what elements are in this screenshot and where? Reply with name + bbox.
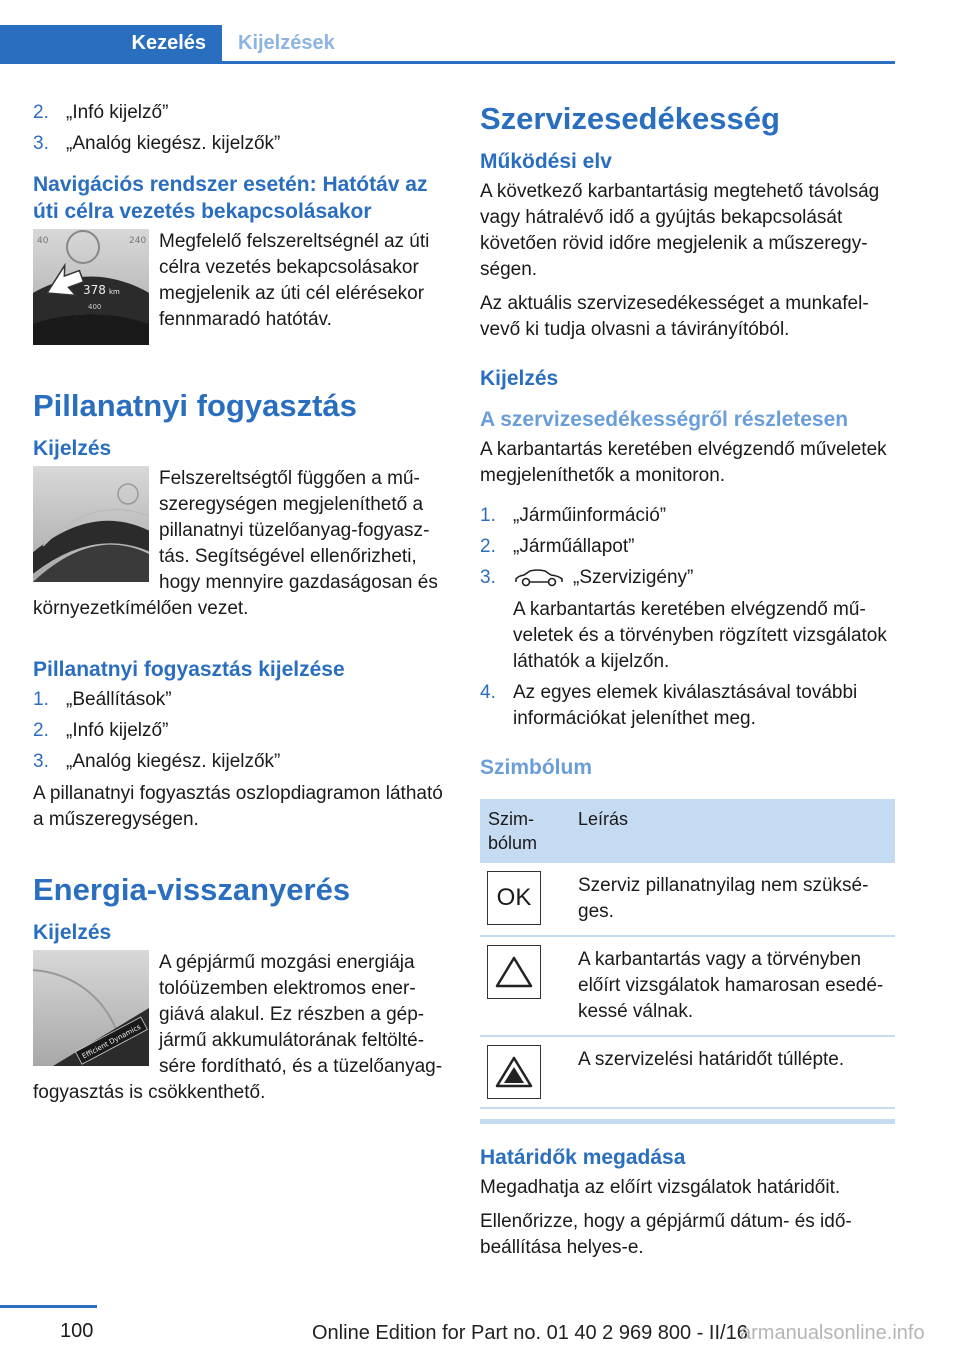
list-number: 2. <box>480 536 496 557</box>
ev-block <box>33 950 445 1114</box>
list-number: 3. <box>33 133 49 154</box>
table-row <box>480 1036 895 1108</box>
right-column <box>480 100 895 1269</box>
nav-text: Megfelelő felszereltségnél az úti célra vezetés bekapcsolásakor megjelenik az úti cél elérésekor fennmaradó hatótáv. <box>159 231 430 330</box>
pf-kijelzes-heading: Kijelzés <box>33 437 112 460</box>
pfk-text: A pillanatnyi fogyasztás oszlopdiagramon látható a műszeregységen. <box>33 783 443 830</box>
list-subtext: A karbantartás keretében elvégzendő műveletek és a törvényben rögzített vizsgálatok láthatók a kijelzőn. <box>513 599 887 672</box>
list-text: „Szervizigény” <box>573 567 694 588</box>
range-value: 378 <box>83 283 106 297</box>
list-text: Az egyes elemek kiválasztásával további információkat jeleníthet meg. <box>513 682 858 729</box>
mukodesi-p1: A következő karbantartásig megtehető távolság vagy hátralévő idő a gyújtás bekapcsolását követően rövid időre megjelenik a műszeregységen. <box>480 181 880 280</box>
tab-kezeles[interactable]: Kezelés <box>0 25 222 61</box>
list-item <box>33 687 445 713</box>
list-item <box>33 100 445 126</box>
triangle-filled-icon <box>487 1045 541 1099</box>
list-text: „Beállítások” <box>66 689 172 710</box>
ok-label: OK <box>496 884 532 911</box>
range-display-image <box>33 229 149 345</box>
hataridok-p1: Megadhatja az előírt vizsgálatok határidőit. <box>480 1177 841 1198</box>
hataridok-p2: Ellenőrizze, hogy a gépjármű dátum- és időbeállítása helyes-e. <box>480 1211 852 1258</box>
pf-block <box>33 466 445 630</box>
page-number: 100 <box>60 1320 94 1342</box>
ev-kijelzes-heading: Kijelzés <box>33 921 112 944</box>
range-unit: km <box>109 288 120 296</box>
consumption-display-image <box>33 466 149 582</box>
watermark: armanualsonline.info <box>740 1322 925 1344</box>
pfk-list <box>33 687 445 775</box>
ok-symbol-icon <box>487 871 541 925</box>
left-column <box>33 100 445 1122</box>
list-number: 2. <box>33 102 49 123</box>
mukodesi-p2: Az aktuális szervizesedékességet a munkafelvevő ki tudja olvasni a távirányítóból. <box>480 293 869 340</box>
svg-text:240: 240 <box>129 236 147 246</box>
service-title: Szervizesedékesség <box>480 101 780 136</box>
reszletesen-heading: A szervizesedékességről részletesen <box>480 408 849 431</box>
list-item <box>33 749 445 775</box>
pf-title: Pillanatnyi fogyasztás <box>33 388 357 423</box>
list-number: 1. <box>480 505 496 526</box>
list-item <box>33 718 445 744</box>
list-number: 1. <box>33 689 49 710</box>
list-text: „Infó kijelző” <box>66 720 169 741</box>
list-number: 3. <box>480 567 496 588</box>
range-small: 400 <box>88 303 102 311</box>
table-end-bar <box>480 1119 895 1124</box>
hataridok-heading: Határidők megadása <box>480 1146 686 1169</box>
list-text: „Járműinformáció” <box>513 505 667 526</box>
svg-text:40: 40 <box>37 236 49 246</box>
list-text: „Analóg kiegész. kijelzők” <box>66 751 281 772</box>
list-item <box>33 131 445 157</box>
szimbolum-heading: Szimbólum <box>480 756 593 779</box>
symbol-cell <box>480 1036 570 1108</box>
list-number: 3. <box>33 751 49 772</box>
symbol-cell <box>480 863 570 936</box>
symbol-table <box>480 799 895 1109</box>
footer-line <box>0 1305 97 1308</box>
edition-text: Online Edition for Part no. 01 40 2 969 800 - II/16 <box>312 1322 748 1344</box>
list-number: 2. <box>33 720 49 741</box>
list-item <box>480 565 895 675</box>
list-item <box>480 680 895 732</box>
col-description-header: Leírás <box>570 799 895 863</box>
nav-block <box>33 229 445 349</box>
pf-text: Felszereltségtől függően a műszeregységen megjeleníthető a pillanatnyi tüzelőanyag-fogyasztás. Segítségével ellenőrizheti, hogy mennyire gazdaságosan és környezetkímélően vezet. <box>33 468 438 619</box>
page-header <box>0 25 895 64</box>
col-symbol-header: Szimbólum <box>480 799 570 863</box>
list-item <box>480 534 895 560</box>
description-cell: Szerviz pillanatnyilag nem szükséges. <box>570 863 895 936</box>
energy-display-image <box>33 950 149 1066</box>
table-row <box>480 863 895 936</box>
list-item <box>480 503 895 529</box>
pfk-heading: Pillanatnyi fogyasztás kijelzése <box>33 658 345 681</box>
description-cell: A szervizelési határidőt túllépte. <box>570 1036 895 1108</box>
list-number: 4. <box>480 682 496 703</box>
description-cell: A karbantartás vagy a törvényben előírt vizsgálatok hamarosan esedékessé válnak. <box>570 936 895 1036</box>
list-text: „Infó kijelző” <box>66 102 169 123</box>
symbol-cell <box>480 936 570 1036</box>
car-icon <box>513 568 565 588</box>
reszletesen-text: A karbantartás keretében elvégzendő műveletek megjeleníthetők a monitoron. <box>480 439 887 486</box>
ev-title: Energia-visszanyerés <box>33 872 351 907</box>
list-text: „Járműállapot” <box>513 536 635 557</box>
service-list <box>480 503 895 732</box>
table-header-row <box>480 799 895 863</box>
ev-image-label: Efficient Dynamics <box>80 1022 143 1061</box>
list-text: „Analóg kiegész. kijelzők” <box>66 133 281 154</box>
triangle-outline-icon <box>487 945 541 999</box>
mukodesi-heading: Működési elv <box>480 150 612 173</box>
ev-text: A gépjármű mozgási energiája tolóüzemben elektromos energiává alakul. Ez részben a gépjármű akkumulátorának feltöltésére fordítható, és a tüzelőanyag-fogyasztás is csökkenthető. <box>33 952 443 1103</box>
kijelzes-heading: Kijelzés <box>480 367 559 390</box>
list-top <box>33 100 445 157</box>
tab-kijelzesek[interactable]: Kijelzések <box>238 32 335 54</box>
nav-heading: Navigációs rendszer esetén: Hatótáv az úti célra vezetés bekapcsolásakor <box>33 173 428 223</box>
table-row <box>480 936 895 1036</box>
